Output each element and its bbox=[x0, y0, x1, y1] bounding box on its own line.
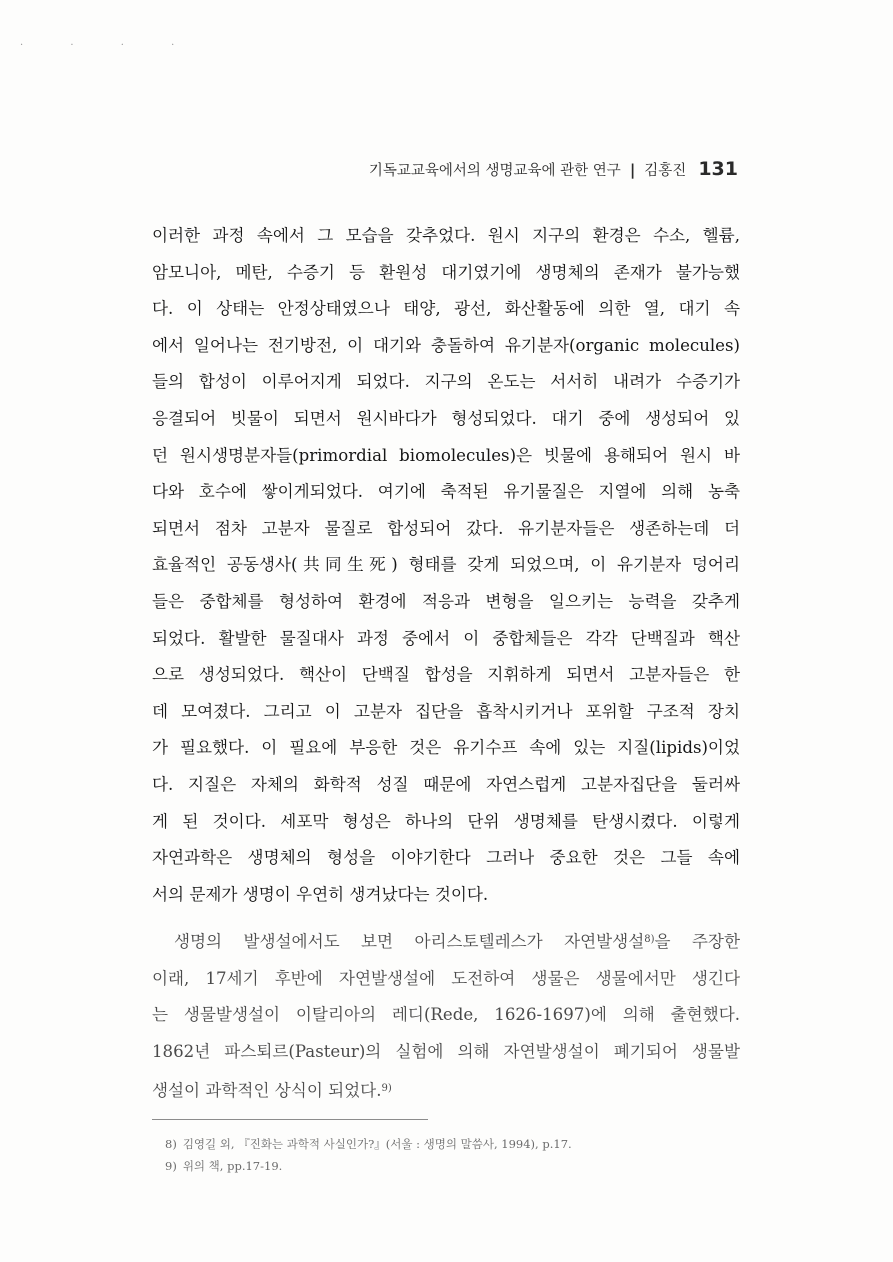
running-header-separator: | bbox=[629, 161, 636, 179]
text-line: 다. 지질은 자체의 화학적 성질 때문에 자연스럽게 고분자집단을 둘러싸 bbox=[152, 774, 740, 794]
footnote-text: 위의 책, pp.17-19. bbox=[182, 1159, 283, 1173]
footnote-divider bbox=[152, 1119, 428, 1120]
text-line: 자연과학은 생명체의 형성을 이야기한다 그러나 중요한 것은 그들 속에 bbox=[152, 848, 740, 868]
text-line: 다. 이 상태는 안정상태였으나 태양, 광선, 화산활동에 의한 열, 대기 속 bbox=[152, 299, 740, 319]
footnote-ref-8[interactable]: 8) bbox=[644, 934, 655, 946]
text-line: 이래, 17세기 후반에 자연발생설에 도전하여 생물은 생물에서만 생긴다 bbox=[152, 968, 740, 988]
text-line: 서의 문제가 생명이 우연히 생겨났다는 것이다. bbox=[152, 884, 489, 904]
text-line: 다와 호수에 쌓이게되었다. 여기에 축적된 유기물질은 지열에 의해 농축 bbox=[152, 482, 740, 502]
text-line: 이러한 과정 속에서 그 모습을 갖추었다. 원시 지구의 환경은 수소, 헬륨, bbox=[152, 226, 740, 245]
text-line: 효율적인 공동생사(共同生死) 형태를 갖게 되었으며, 이 유기분자 덩어리 bbox=[152, 555, 740, 575]
paragraph-1 bbox=[152, 218, 740, 913]
footnote-text: 김영길 외, 『진화는 과학적 사실인가?』(서울 : 생명의 말씀사, 1994), p.17. bbox=[182, 1137, 572, 1151]
page-number: 131 bbox=[698, 158, 738, 180]
footnote-ref-9[interactable]: 9) bbox=[381, 1082, 392, 1094]
text-line bbox=[152, 922, 740, 961]
running-header-title: 기독교교육에서의 생명교육에 관한 연구 bbox=[368, 163, 621, 179]
text-line: 들의 합성이 이루어지게 되었다. 지구의 온도는 서서히 내려가 수증기가 bbox=[152, 372, 740, 392]
text-line: 가 필요했다. 이 필요에 부응한 것은 유기수프 속에 있는 지질(lipids)이었 bbox=[152, 738, 740, 758]
text-line: 으로 생성되었다. 핵산이 단백질 합성을 지휘하게 되면서 고분자들은 한 bbox=[152, 665, 740, 685]
text-fragment: 생명의 발생설에서도 보면 아리스토텔레스가 자연발생설 bbox=[174, 932, 645, 952]
text-line: 되었다. 활발한 물질대사 과정 중에서 이 중합체들은 각각 단백질과 핵산 bbox=[152, 628, 740, 648]
footnotes bbox=[165, 1133, 572, 1177]
main-text bbox=[152, 218, 740, 1109]
text-line: 되면서 점차 고분자 물질로 합성되어 갔다. 유기분자들은 생존하는데 더 bbox=[152, 518, 740, 538]
text-line: 는 생물발생설이 이탈리아의 레디(Rede, 1626-1697)에 의해 출현했다. bbox=[152, 1005, 740, 1025]
paragraph-2 bbox=[152, 922, 740, 1109]
running-header bbox=[369, 158, 738, 180]
text-line: 게 된 것이다. 세포막 형성은 하나의 단위 생명체를 탄생시켰다. 이렇게 bbox=[152, 811, 740, 831]
text-line: 응결되어 빗물이 되면서 원시바다가 형성되었다. 대기 중에 생성되어 있 bbox=[152, 408, 740, 428]
text-line bbox=[152, 1071, 740, 1110]
text-line: 데 모여졌다. 그리고 이 고분자 집단을 흡착시키거나 포위할 구조적 장치 bbox=[152, 701, 740, 721]
footnote-number: 9) bbox=[165, 1159, 177, 1173]
text-line: 1862년 파스퇴르(Pasteur)의 실험에 의해 자연발생설이 폐기되어 생물발 bbox=[152, 1042, 740, 1062]
scan-artifact-marks: · · · · bbox=[20, 40, 197, 51]
text-fragment: 을 주장한 bbox=[654, 932, 740, 952]
text-line: 들은 중합체를 형성하여 환경에 적응과 변형을 일으키는 능력을 갖추게 bbox=[152, 591, 740, 611]
text-line: 암모니아, 메탄, 수증기 등 환원성 대기였기에 생명체의 존재가 불가능했 bbox=[152, 262, 740, 282]
text-line: 에서 일어나는 전기방전, 이 대기와 충돌하여 유기분자(organic molecules) bbox=[152, 335, 740, 355]
text-fragment: 생설이 과학적인 상식이 되었다. bbox=[152, 1080, 382, 1100]
running-header-author: 김홍진 bbox=[644, 163, 687, 179]
footnote-8 bbox=[165, 1133, 572, 1155]
footnote-9 bbox=[165, 1155, 572, 1177]
footnote-number: 8) bbox=[165, 1137, 177, 1151]
text-line: 던 원시생명분자들(primordial biomolecules)은 빗물에 용해되어 원시 바 bbox=[152, 445, 740, 465]
